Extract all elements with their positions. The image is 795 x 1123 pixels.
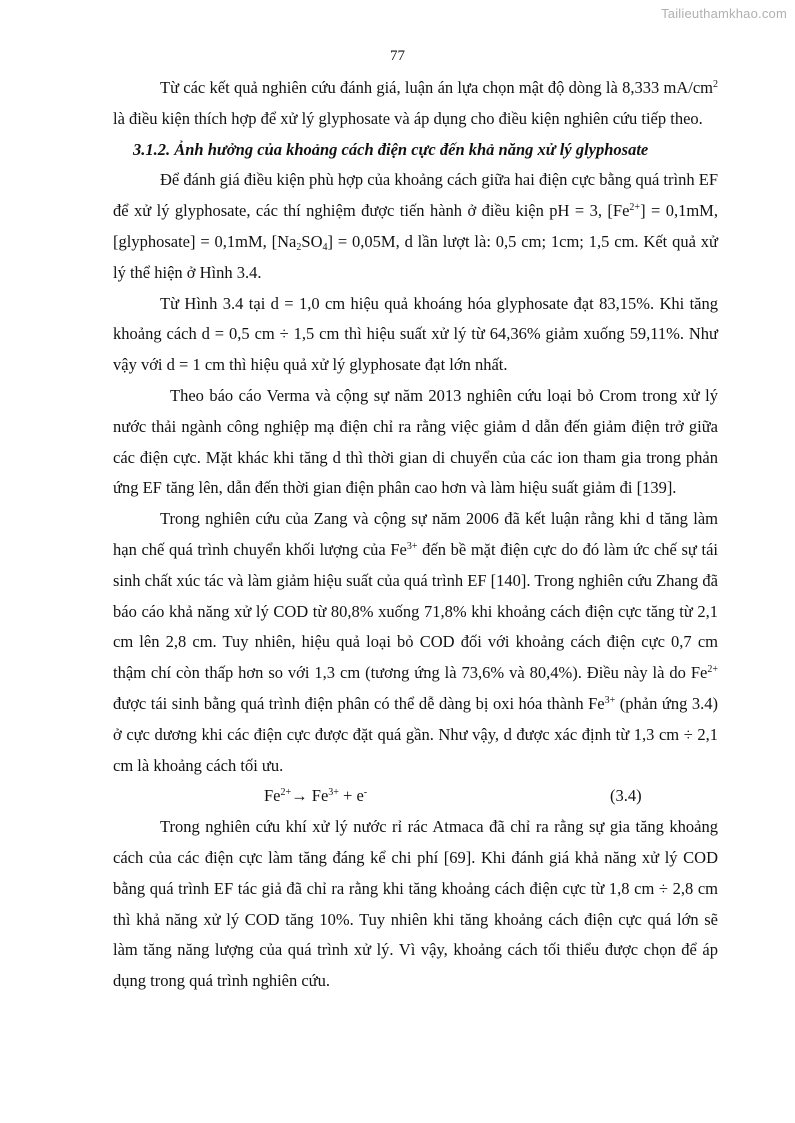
paragraph-verma: Theo báo cáo Verma và cộng sự năm 2013 nghiên cứu loại bỏ Crom trong xử lý nước thải ngành công nghiệp mạ điện chỉ ra rằng việc giảm d dẫn đến giảm điện trở giữa các điện cực. Mặt khác khi tăng d thì thời gian di chuyển của các ion tham gia trong phản ứng EF tăng lên, dẫn đến thời gian điện phân cao hơn và làm hiệu suất giảm đi [139]. (113, 385, 718, 498)
equation-expression: $Fe^{2+}\to Fe^{3+} + e^-$ (264, 786, 368, 806)
equation-number: (3.4) (610, 786, 642, 806)
paragraph-zang: Trong nghiên cứu của Zang và cộng sự năm 2006 đã kết luận rằng khi d tăng làm hạn chế quá trình chuyển khối lượng của $Fe^{3+}$ đến bề mặt điện cực do đó làm ức chế sự tái sinh chất xúc tác và làm giảm hiệu suất của quá trình EF [140]. Trong nghiên cứu Zhang đã báo cáo khả năng xử lý COD từ 80,8% xuống 71,8% khi khoảng cách điện cực tăng từ 2,1 cm lên 2,8 cm. Tuy nhiên, hiệu quả loại bỏ COD đối với khoảng cách điện cực 0,7 cm thậm chí còn thấp hơn so với 1,3 cm (tương ứng là 73,6% và 80,4%). Điều này là do $Fe^{2+}$ được tái sinh bằng quá trình điện phân có thể dễ dàng bị oxi hóa thành $Fe^{3+}$ (phản ứng 3.4) ở cực dương khi các điện cực được đặt quá gần. Như vậy, d được xác định từ 1,3 cm ÷ 2,1 cm là khoảng cách tối ưu. (113, 509, 718, 775)
page-number: 77 (390, 48, 405, 64)
equation-3-4 (113, 781, 718, 812)
paragraph-intro: Từ các kết quả nghiên cứu đánh giá, luận án lựa chọn mật độ dòng là 8,333 $mA/cm^2$ là điều kiện thích hợp để xử lý glyphosate và áp dụng cho điều kiện nghiên cứu tiếp theo. (113, 78, 718, 128)
paragraph-results: Từ Hình 3.4 tại d = 1,0 cm hiệu quả khoáng hóa glyphosate đạt 83,15%. Khi tăng khoảng cách d = 0,5 cm ÷ 1,5 cm thì hiệu suất xử lý từ 64,36% giảm xuống 59,11%. Như vậy với d = 1 cm thì hiệu quả xử lý glyphosate đạt lớn nhất. (113, 293, 718, 375)
paragraph-atmaca: Trong nghiên cứu khí xử lý nước rỉ rác Atmaca đã chỉ ra rằng sự gia tăng khoảng cách của các điện cực làm tăng đáng kể chi phí [69]. Khi đánh giá khả năng xử lý COD bằng quá trình EF tác giả đã chỉ ra rằng khi tăng khoảng cách điện cực từ 1,8 cm ÷ 2,8 cm thì khả năng xử lý COD tăng 10%. Tuy nhiên khi tăng khoảng cách điện cực quá lớn sẽ làm tăng năng lượng của quá trình xử lý. Vì vậy, khoảng cách tối thiểu được chọn để áp dụng trong quá trình nghiên cứu. (113, 817, 718, 991)
document-body (113, 73, 718, 997)
watermark: Tailieuthamkhao.com (661, 6, 787, 21)
paragraph-conditions: Để đánh giá điều kiện phù hợp của khoảng cách giữa hai điện cực bằng quá trình EF để xử lý glyphosate, các thí nghiệm được tiến hành ở điều kiện pH = 3, $[Fe^{2+}] = 0,1mM$, [glyphosate] = 0,1mM, $[Na_2SO_4] = 0,05M$, d lần lượt là: 0,5 cm; 1cm; 1,5 cm. Kết quả xử lý thể hiện ở Hình 3.4. (113, 170, 718, 282)
section-heading: 3.1.2. Ảnh hưởng của khoảng cách điện cực đến khả năng xử lý glyphosate (133, 139, 649, 159)
